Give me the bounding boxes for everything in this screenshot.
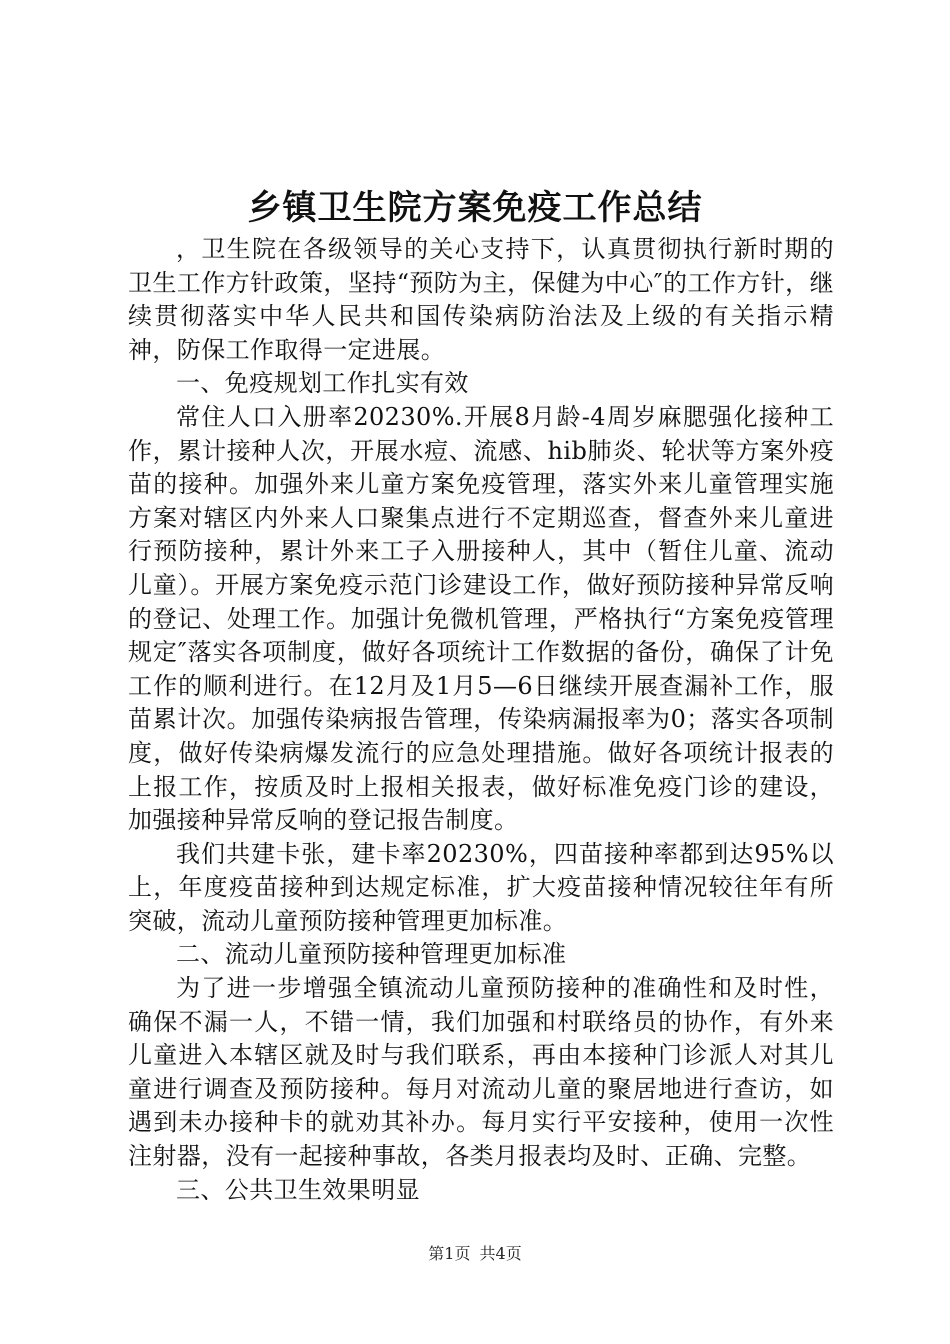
page-total: 共4页	[479, 1244, 522, 1263]
page-number: 第1页	[428, 1244, 471, 1263]
page-title: 乡镇卫生院方案免疫工作总结	[247, 188, 703, 228]
section-1-paragraph-2: 我们共建卡张，建卡率20230%，四苗接种率都到达95%以上，年度疫苗接种到达规定标准，扩大疫苗接种情况较往年有所突破，流动儿童预防接种管理更加标准。	[128, 839, 834, 935]
document-body	[128, 233, 834, 1207]
section-2-paragraph: 为了进一步增强全镇流动儿童预防接种的准确性和及时性，确保不漏一人，不错一情，我们加强和村联络员的协作，有外来儿童进入本辖区就及时与我们联系，再由本接种门诊派人对其儿童进行调查及预防接种。每月对流动儿童的聚居地进行查访，如遇到未办接种卡的就劝其补办。每月实行平安接种，使用一次性注射器，没有一起接种事故，各类月报表均及时、正确、完整。	[128, 974, 834, 1171]
section-heading-2: 二、流动儿童预防接种管理更加标准	[176, 940, 567, 969]
intro-paragraph: ，卫生院在各级领导的关心支持下，认真贯彻执行新时期的卫生工作方针政策，坚持“预防为主，保健为中心″的工作方针，继续贯彻落实中华人民共和国传染病防治法及上级的有关指示精神，防保工作取得一定进展。	[128, 235, 834, 364]
section-1-paragraph: 常住人口入册率20230%.开展8月龄-4周岁麻腮强化接种工作，累计接种人次，开展水痘、流感、hib肺炎、轮状等方案外疫苗的接种。加强外来儿童方案免疫管理，落实外来儿童管理实施方案对辖区内外来人口聚集点进行不定期巡查，督查外来儿童进行预防接种，累计外来工子入册接种人，其中（暂住儿童、流动儿童）。开展方案免疫示范门诊建设工作，做好预防接种异常反响的登记、处理工作。加强计免微机管理，严格执行“方案免疫管理规定″落实各项制度，做好各项统计工作数据的备份，确保了计免工作的顺利进行。在12月及1月5—6日继续开展查漏补工作，服苗累计次。加强传染病报告管理，传染病漏报率为0；落实各项制度，做好传染病爆发流行的应急处理措施。做好各项统计报表的上报工作，按质及时上报相关报表，做好标准免疫门诊的建设，加强接种异常反响的登记报告制度。	[128, 402, 834, 835]
page-footer	[0, 1242, 950, 1266]
section-heading-1: 一、免疫规划工作扎实有效	[176, 369, 469, 398]
section-heading-3: 三、公共卫生效果明显	[176, 1175, 420, 1204]
